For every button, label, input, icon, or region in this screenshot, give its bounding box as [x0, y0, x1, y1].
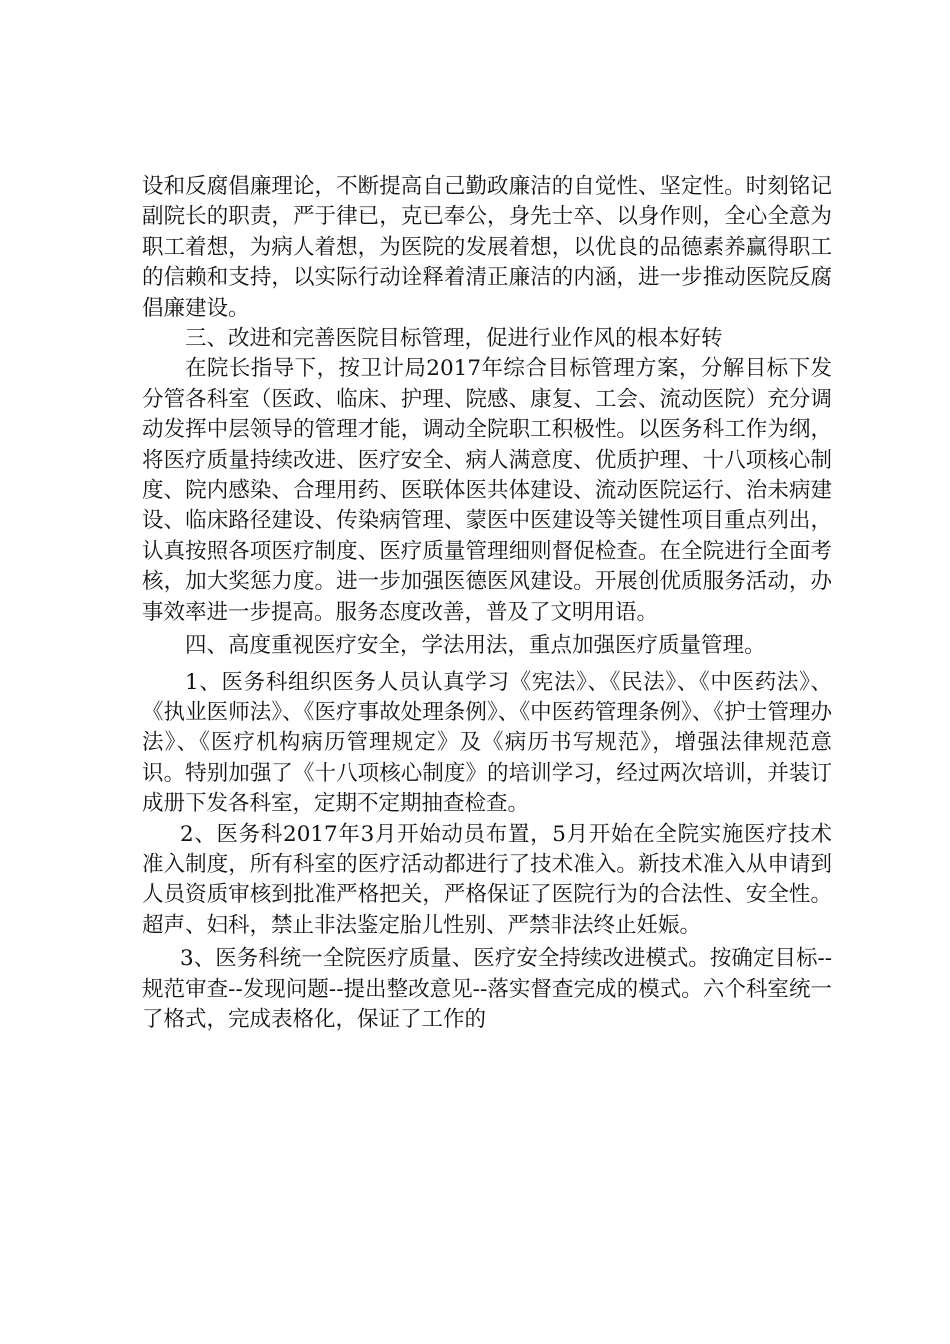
- paragraph-target-management: 在院长指导下，按卫计局2017年综合目标管理方案，分解目标下发分管各科室（医政、临床、护理、院感、康复、工会、流动医院）充分调动发挥中层领导的管理才能，调动全院职工积极性。以医务科工作为纲，将医疗质量持续改进、医疗安全、病人满意度、优质护理、十八项核心制度、院内感染、合理用药、医联体医共体建设、流动医院运行、治未病建设、临床路径建设、传染病管理、蒙医中医建设等关键性项目重点列出，认真按照各项医疗制度、医疗质量管理细则督促检查。在全院进行全面考核，加大奖惩力度。进一步加强医德医风建设。开展创优质服务活动，办事效率进一步提高。服务态度改善，普及了文明用语。: [142, 356, 832, 625]
- paragraph-item-3: 3、医务科统一全院医疗质量、医疗安全持续改进模式。按确定目标--规范审查--发现问题--提出整改意见--落实督查完成的模式。六个科室统一了格式，完成表格化，保证了工作的: [142, 946, 832, 1032]
- paragraph-continuation: 设和反腐倡廉理论，不断提高自己勤政廉洁的自觉性、坚定性。时刻铭记副院长的职责，严于律已，克已奉公，身先士卒、以身作则，全心全意为职工着想，为病人着想，为医院的发展着想，以优良的品德素养赢得职工的信赖和支持，以实际行动诠释着清正廉洁的内涵，进一步推动医院反腐倡廉建设。: [142, 174, 832, 321]
- paragraph-item-1: 1、医务科组织医务人员认真学习《宪法》、《民法》、《中医药法》、《执业医师法》、《医疗事故处理条例》、《中医药管理条例》、《护士管理办法》、《医疗机构病历管理规定》及《病历书写规范》，增强法律规范意识。特别加强了《十八项核心制度》的培训学习，经过两次培训，并装订成册下发各科室，定期不定期抽查检查。: [142, 669, 832, 817]
- document-page: [142, 172, 832, 1035]
- section-heading-4: 四、高度重视医疗安全，学法用法，重点加强医疗质量管理。: [185, 633, 766, 659]
- paragraph-item-2: 2、医务科2017年3月开始动员布置，5月开始在全院实施医疗技术准入制度，所有科室的医疗活动都进行了技术准入。新技术准入从申请到人员资质审核到批准严格把关，严格保证了医院行为的合法性、安全性。超声、妇科，禁止非法鉴定胎儿性别、严禁非法终止妊娠。: [142, 821, 832, 938]
- section-heading-3: 三、改进和完善医院目标管理，促进行业作风的根本好转: [185, 326, 723, 352]
